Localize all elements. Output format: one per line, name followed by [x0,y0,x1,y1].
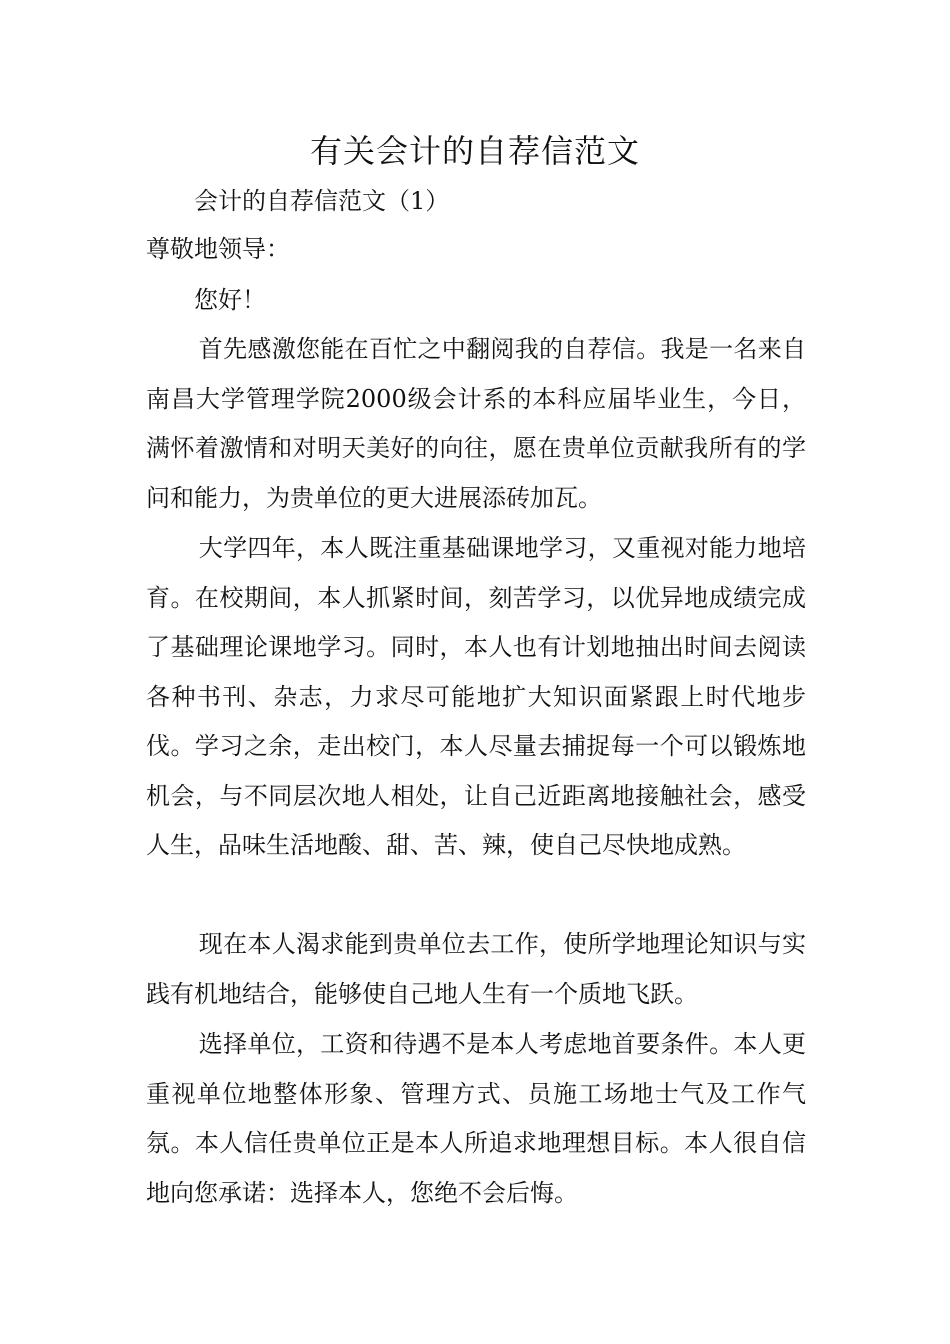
paragraph-aspiration: 现在本人渴求能到贵单位去工作，使所学地理论知识与实践有机地结合，能够使自己地人生有一个质地飞跃。 [146,930,806,1008]
paragraph-university: 大学四年，本人既注重基础课地学习，又重视对能力地培育。在校期间，本人抓紧时间，刻苦学习，以优异地成绩完成了基础理论课地学习。同时，本人也有计划地抽出时间去阅读各种书刊、杂志，力求尽可能地扩大知识面紧跟上时代地步伐。学习之余，走出校门，本人尽量去捕捉每一个可以锻炼地机会，与不同层次地人相处，让自己近距离地接触社会，感受人生，品味生活地酸、甜、苦、辣，使自己尽快地成熟。 [146,534,806,859]
paragraph-choice: 选择单位，工资和待遇不是本人考虑地首要条件。本人更重视单位地整体形象、管理方式、员施工场地士气及工作气氛。本人信任贵单位正是本人所追求地理想目标。本人很自信地向您承诺：选择本人，您绝不会后悔。 [146,1030,806,1207]
paragraph-introduction: 首先感激您能在百忙之中翻阅我的自荐信。我是一名来自南昌大学管理学院2000级会计系的本科应届毕业生，今日，满怀着激情和对明天美好的向往，愿在贵单位贡献我所有的学问和能力，为贵单位的更大进展添砖加瓦。 [146,335,806,512]
document-subtitle: 会计的自荐信范文（1） [194,187,450,215]
document-title: 有关会计的自荐信范文 [309,132,640,170]
salutation: 尊敬地领导： [146,235,290,263]
greeting: 您好！ [194,286,266,314]
